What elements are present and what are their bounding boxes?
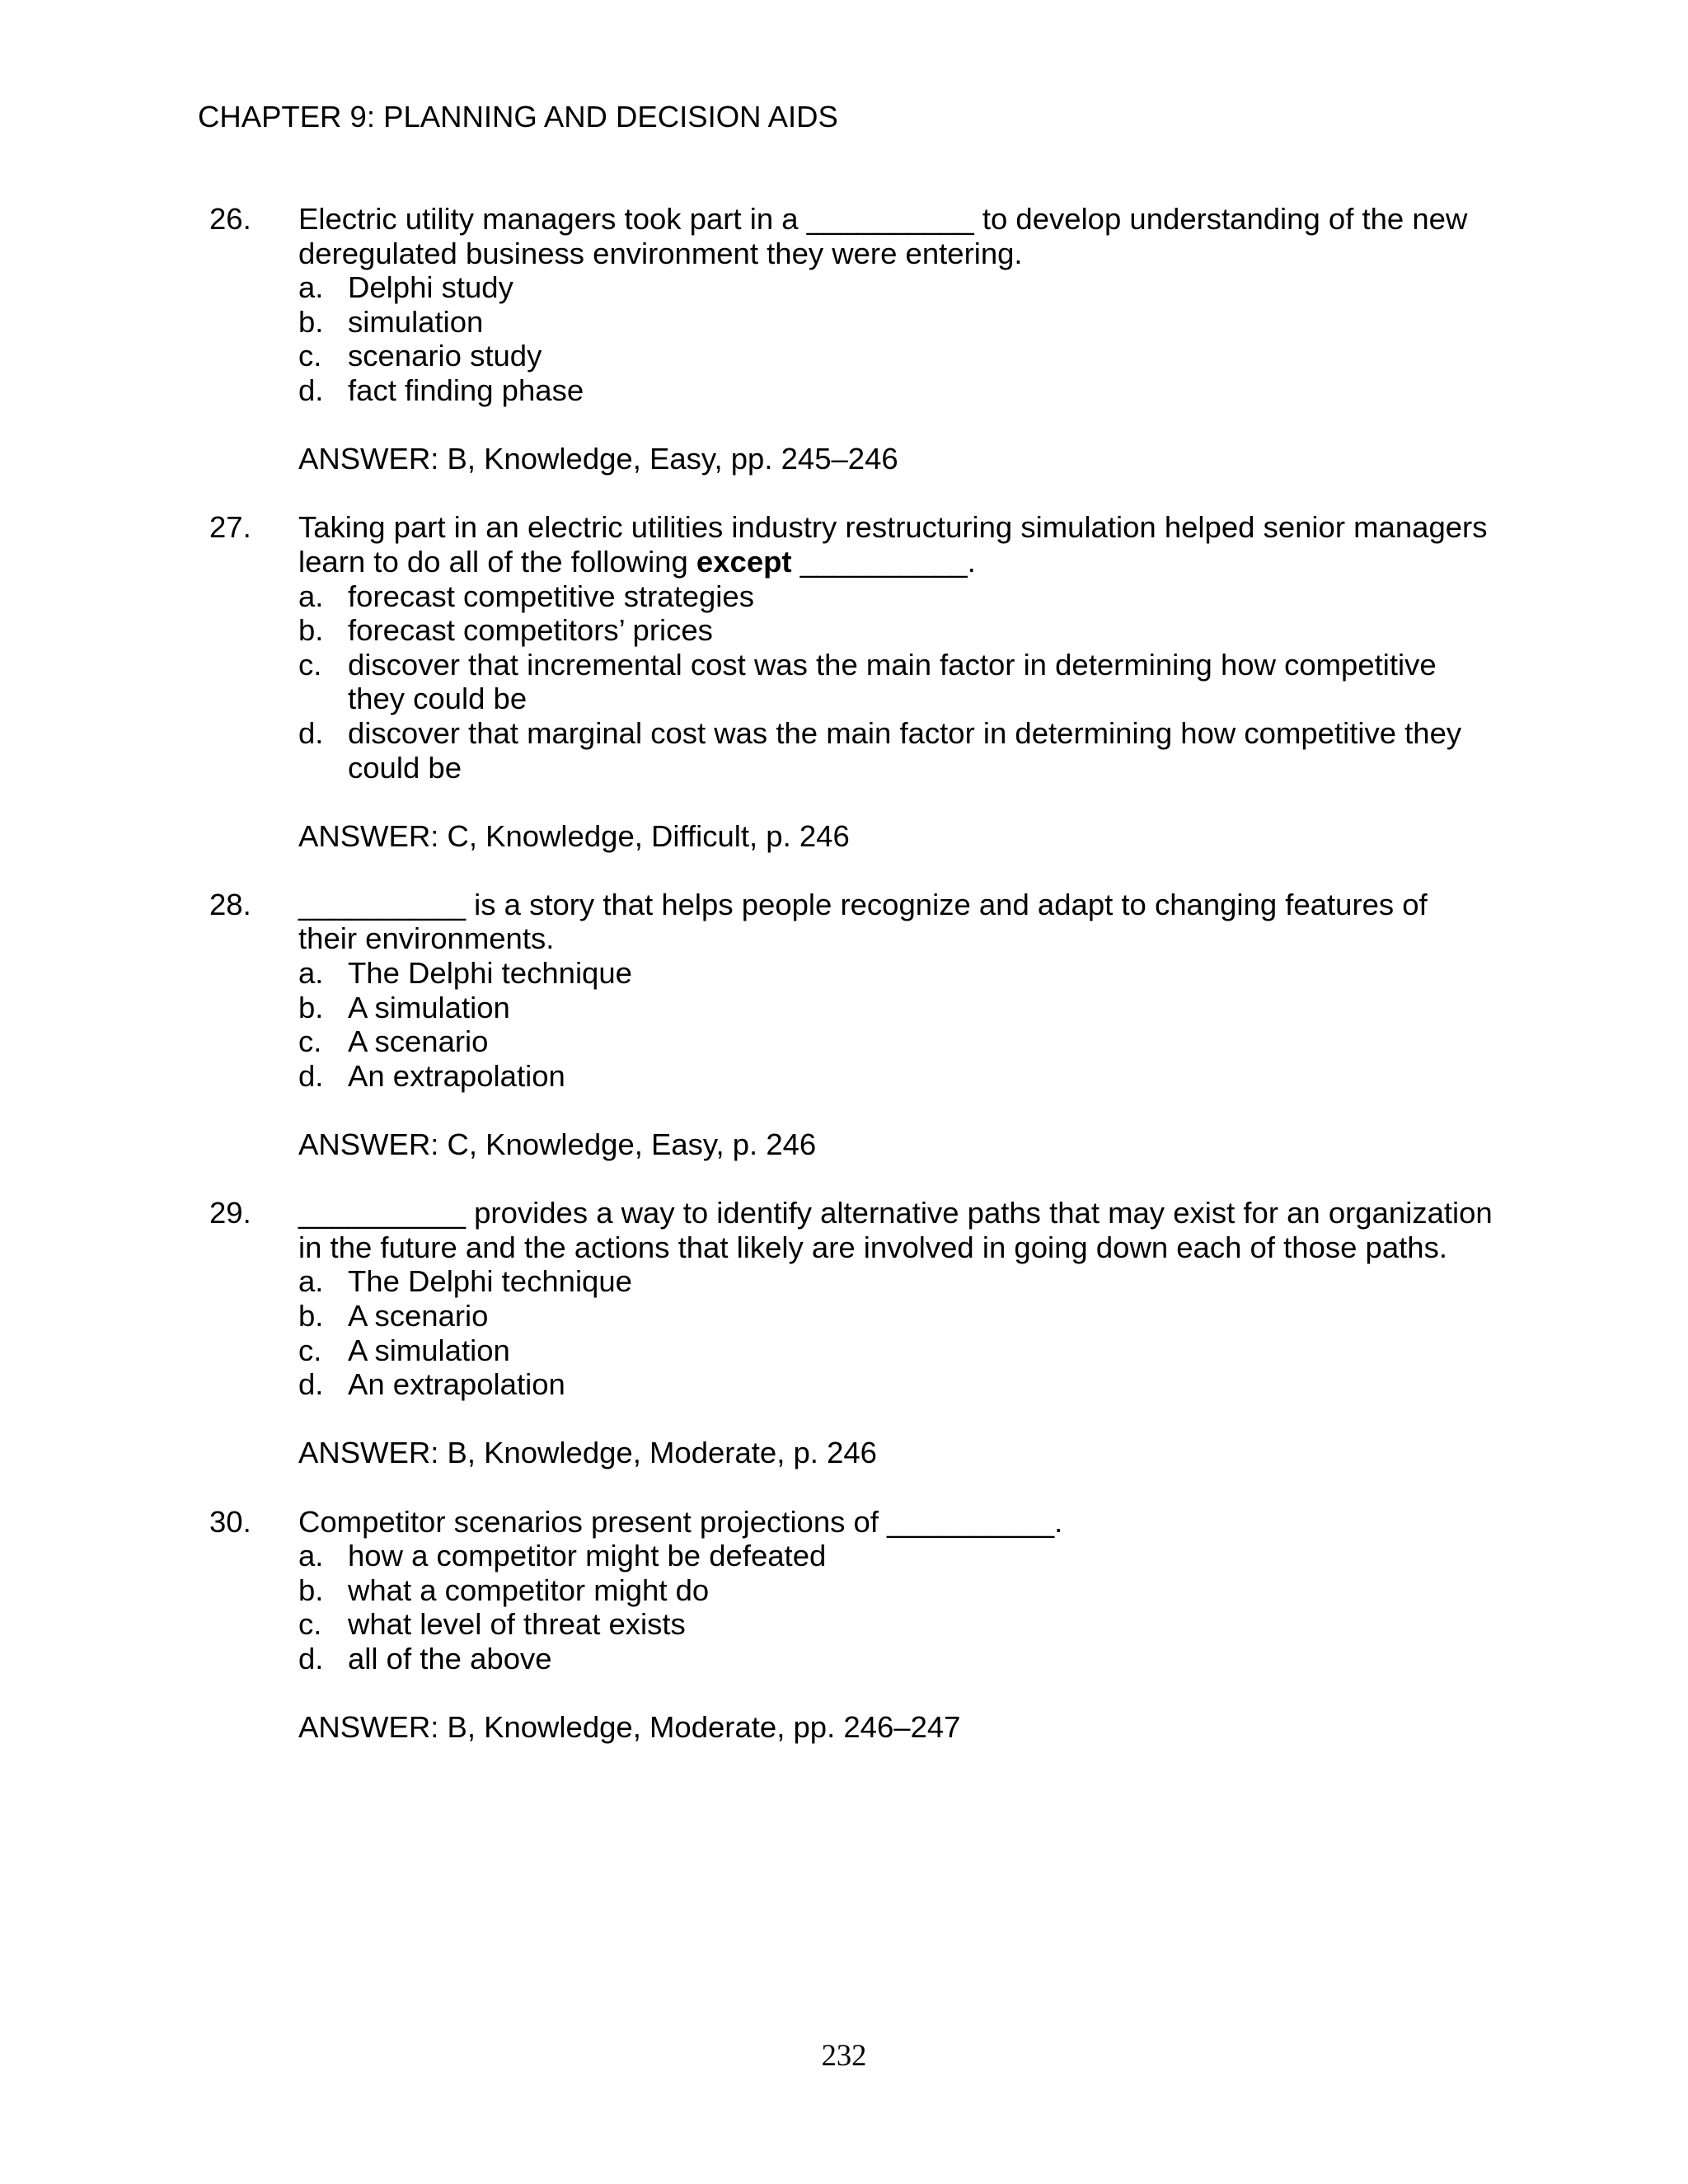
- stem-text: Electric utility managers took part in a __________ to develop understanding of the new deregulated business environment they were entering.: [298, 202, 1468, 270]
- option-b: [298, 1573, 1493, 1608]
- option-letter: a.: [298, 1264, 324, 1299]
- option-text: discover that marginal cost was the main factor in determining how competitive they could be: [348, 715, 1462, 785]
- options-list: [298, 956, 1493, 1093]
- answer-line: ANSWER: B, Knowledge, Moderate, pp. 246–247: [298, 1710, 961, 1745]
- option-letter: d.: [298, 1058, 324, 1093]
- option-text: A scenario: [348, 1299, 489, 1333]
- question-30: [0, 1505, 1688, 1745]
- question-number: 29.: [209, 1196, 251, 1230]
- question-stem: [298, 888, 1493, 956]
- stem-text: Taking part in an electric utilities industry restructuring simulation helped senior managers learn to do all of the following: [298, 510, 1488, 579]
- question-body: [298, 510, 1493, 853]
- option-text: A simulation: [348, 1333, 510, 1367]
- option-text: scenario study: [348, 339, 542, 373]
- option-text: simulation: [348, 304, 484, 339]
- question-number: 26.: [209, 202, 251, 236]
- option-c: [298, 648, 1493, 716]
- option-letter: b.: [298, 990, 324, 1024]
- option-b: [298, 613, 1493, 648]
- option-text: what a competitor might do: [348, 1572, 710, 1607]
- option-text: Delphi study: [348, 270, 513, 305]
- option-letter: c.: [298, 1024, 322, 1059]
- question-stem: [298, 1505, 1493, 1540]
- option-d: [298, 1642, 1493, 1676]
- option-text: forecast competitive strategies: [348, 579, 754, 613]
- option-text: how a competitor might be defeated: [348, 1539, 827, 1573]
- option-letter: b.: [298, 1572, 324, 1607]
- option-c: [298, 339, 1493, 373]
- question-body: [298, 202, 1493, 476]
- option-text: The Delphi technique: [348, 956, 632, 991]
- option-letter: a.: [298, 956, 324, 991]
- option-a: [298, 956, 1493, 991]
- answer-line: ANSWER: C, Knowledge, Difficult, p. 246: [298, 818, 850, 853]
- option-letter: c.: [298, 339, 322, 373]
- answer-line: ANSWER: B, Knowledge, Moderate, p. 246: [298, 1436, 877, 1470]
- answer-line: ANSWER: C, Knowledge, Easy, p. 246: [298, 1127, 817, 1162]
- question-number: 28.: [209, 887, 251, 921]
- option-letter: b.: [298, 1299, 324, 1333]
- question-list: [0, 202, 1688, 1779]
- option-d: [298, 716, 1493, 785]
- option-letter: a.: [298, 270, 324, 305]
- option-text: fact finding phase: [348, 373, 584, 407]
- option-letter: c.: [298, 1333, 322, 1367]
- option-text: all of the above: [348, 1641, 552, 1675]
- option-b: [298, 305, 1493, 340]
- option-text: forecast competitors’ prices: [348, 613, 713, 648]
- option-letter: a.: [298, 579, 324, 613]
- option-text: An extrapolation: [348, 1367, 565, 1402]
- option-b: [298, 1299, 1493, 1333]
- option-letter: d.: [298, 373, 324, 407]
- stem-emphasis: except: [696, 544, 792, 579]
- question-number: 27.: [209, 510, 251, 545]
- question-29: [0, 1196, 1688, 1470]
- option-text: A scenario: [348, 1024, 489, 1059]
- question-body: [298, 1505, 1493, 1745]
- question-body: [298, 1196, 1493, 1470]
- option-a: [298, 579, 1493, 614]
- stem-text: Competitor scenarios present projections of __________.: [298, 1504, 1063, 1539]
- question-stem: [298, 510, 1493, 579]
- option-a: [298, 1539, 1493, 1573]
- options-list: [298, 1264, 1493, 1401]
- option-letter: b.: [298, 304, 324, 339]
- option-text: what level of threat exists: [348, 1607, 686, 1642]
- option-d: [298, 1059, 1493, 1094]
- option-letter: d.: [298, 1367, 324, 1402]
- option-d: [298, 373, 1493, 408]
- options-list: [298, 270, 1493, 407]
- option-letter: c.: [298, 647, 322, 682]
- options-list: [298, 1539, 1493, 1675]
- question-stem: [298, 1196, 1493, 1264]
- question-27: [0, 510, 1688, 853]
- option-c: [298, 1024, 1493, 1059]
- option-letter: c.: [298, 1607, 322, 1642]
- stem-text: __________.: [791, 544, 976, 579]
- question-body: [298, 888, 1493, 1162]
- option-a: [298, 1264, 1493, 1299]
- stem-text: __________ is a story that helps people recognize and adapt to changing features of their environments.: [298, 887, 1428, 956]
- option-a: [298, 270, 1493, 305]
- option-letter: d.: [298, 715, 324, 750]
- option-b: [298, 991, 1493, 1025]
- option-text: An extrapolation: [348, 1058, 565, 1093]
- answer-line: ANSWER: B, Knowledge, Easy, pp. 245–246: [298, 442, 898, 476]
- question-28: [0, 888, 1688, 1162]
- question-stem: [298, 202, 1493, 270]
- option-letter: b.: [298, 613, 324, 648]
- stem-text: __________ provides a way to identify alternative paths that may exist for an organization in the future and the actions that likely are involved in going down each of those paths.: [298, 1196, 1493, 1264]
- page-number: 232: [821, 2038, 867, 2072]
- option-letter: d.: [298, 1641, 324, 1675]
- option-text: A simulation: [348, 990, 510, 1024]
- page-header: CHAPTER 9: PLANNING AND DECISION AIDS: [198, 100, 838, 134]
- option-d: [298, 1367, 1493, 1402]
- option-text: The Delphi technique: [348, 1264, 632, 1299]
- options-list: [298, 579, 1493, 785]
- option-letter: a.: [298, 1539, 324, 1573]
- option-text: discover that incremental cost was the main factor in determining how competitive they could be: [348, 647, 1437, 716]
- question-number: 30.: [209, 1504, 251, 1539]
- question-26: [0, 202, 1688, 476]
- option-c: [298, 1333, 1493, 1368]
- option-c: [298, 1607, 1493, 1642]
